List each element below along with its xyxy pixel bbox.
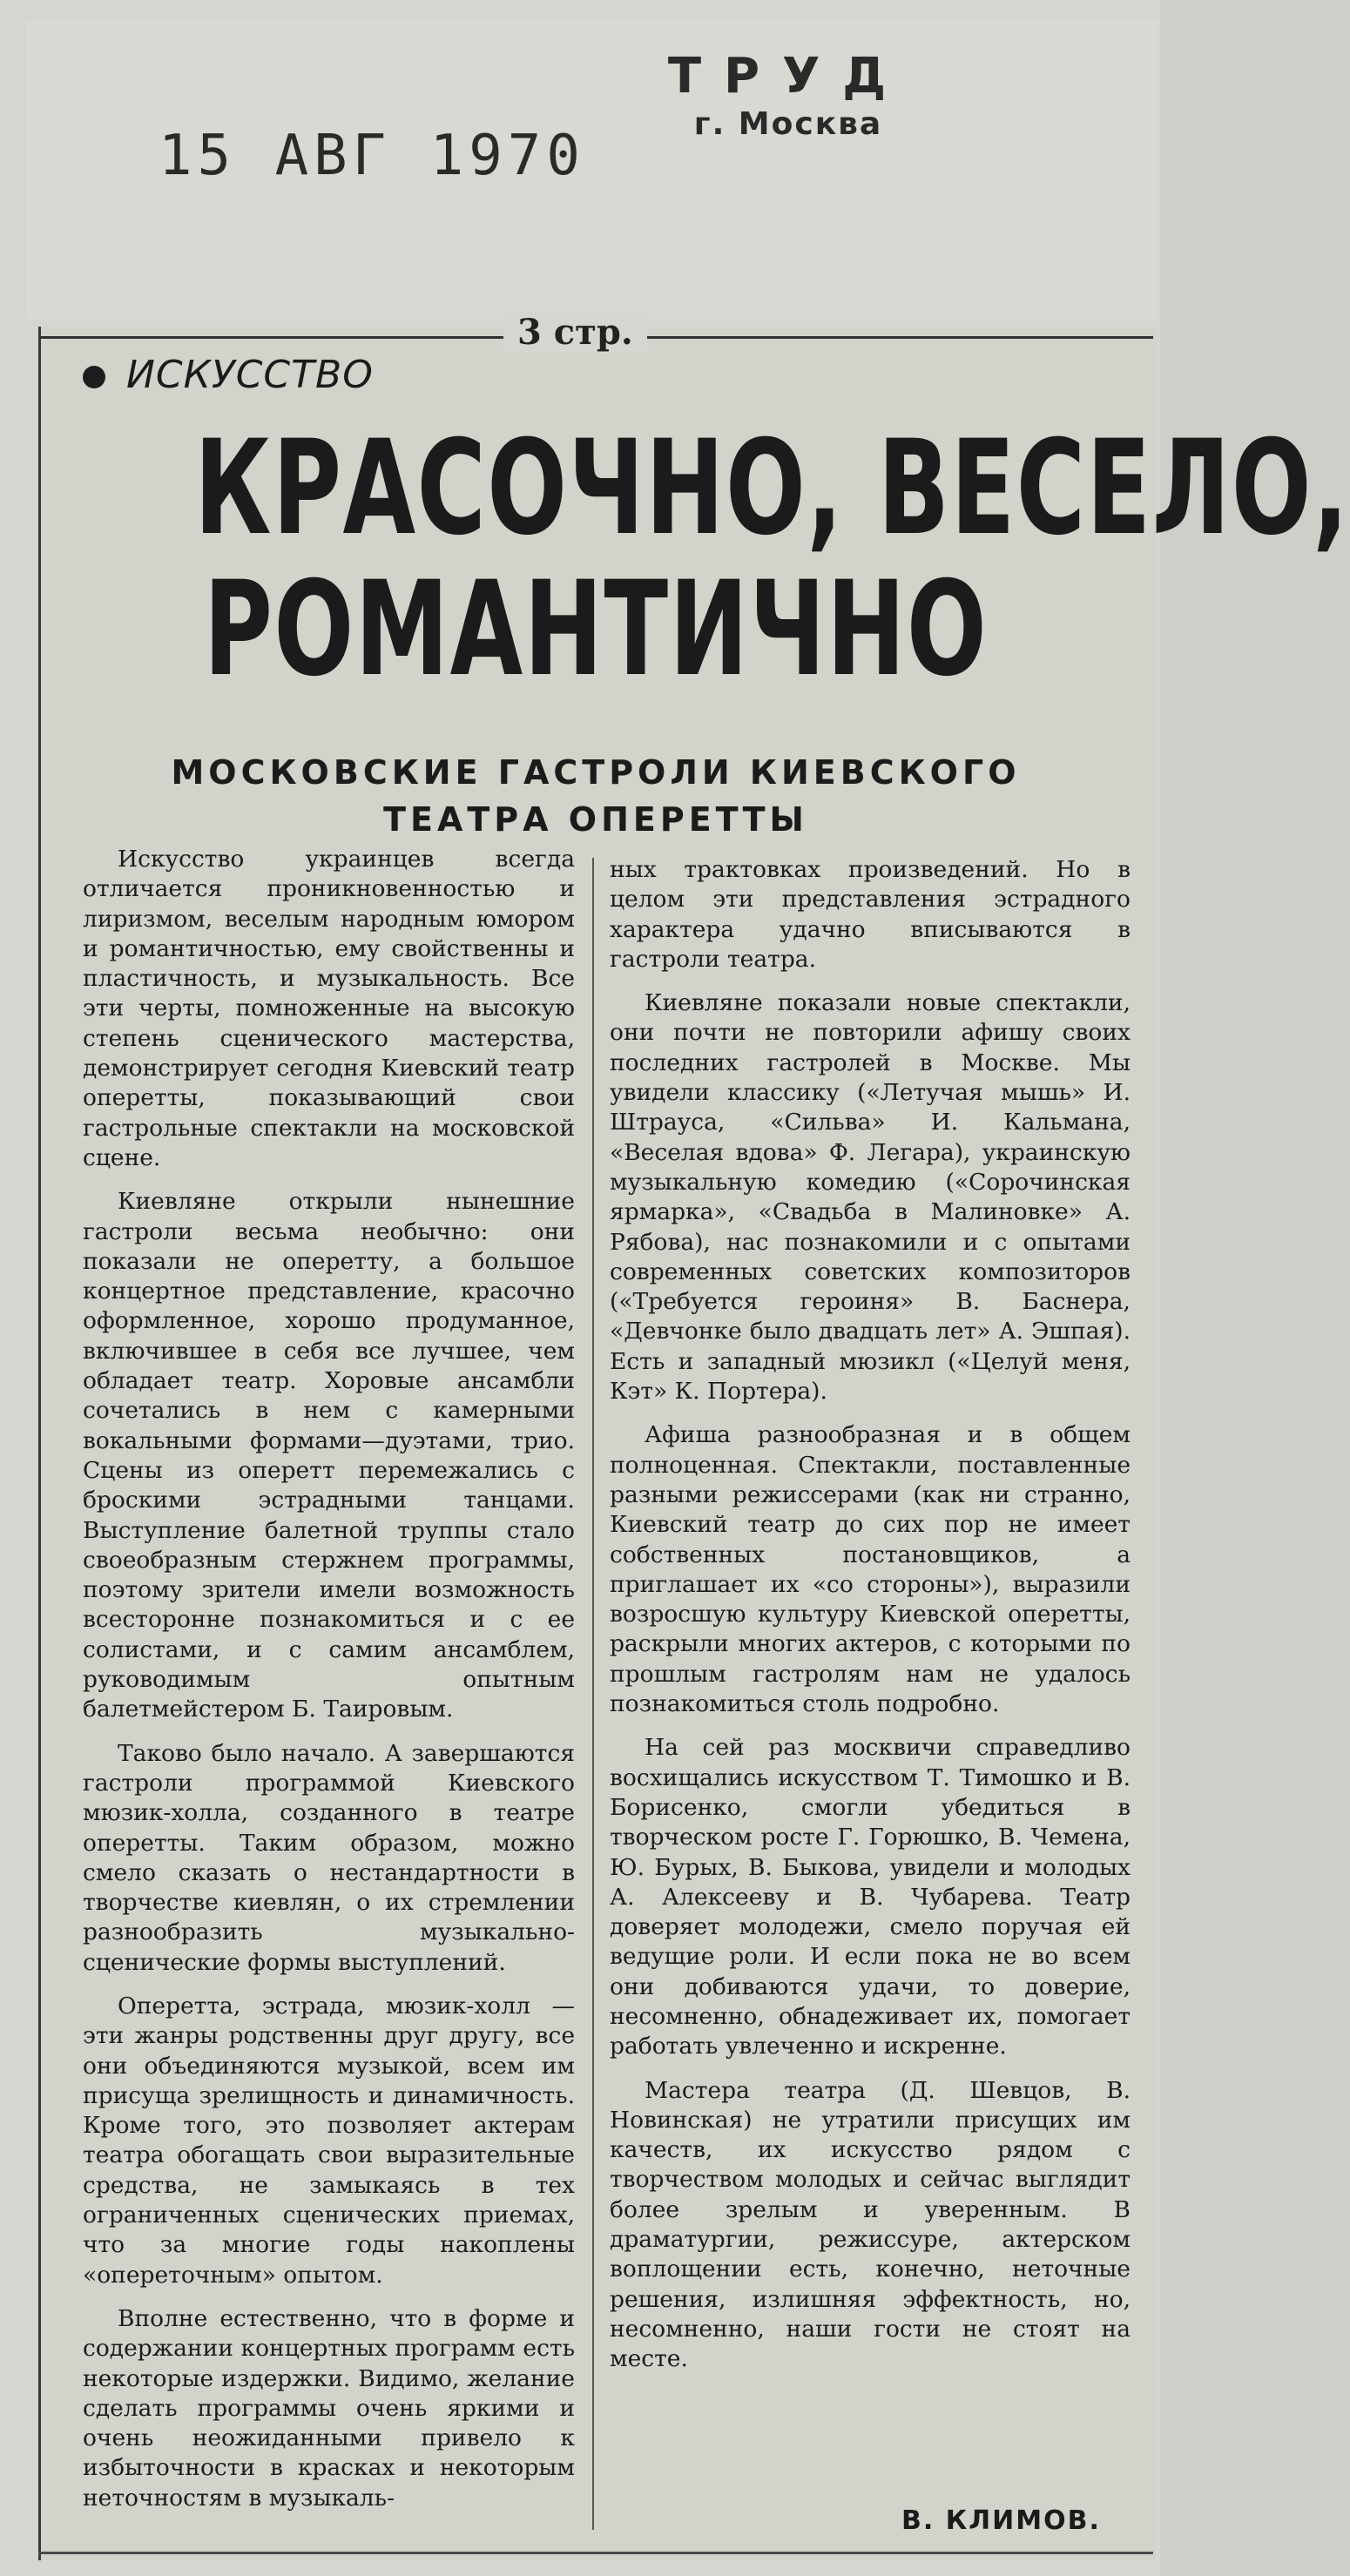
bullet-icon (83, 366, 105, 388)
paragraph: Искусство украинцев всегда отличается проникновенностью и лиризмом, веселым народным юмором и романтичностью, ему свойственны и пластичность, и музыкальность. Все эти черты, помноженные на высокую степень сценического мастерства, демонстрирует сегодня Киевский театр оперетты, показывающий свои гастрольные спектакли на московской сцене. (83, 846, 575, 1171)
rubric (83, 353, 374, 397)
paragraph: Киевляне открыли нынешние гастроли весьма необычно: они показали не оперетту, а большое концертное представление, красочно оформленное, хорошо продуманное, включившее в себя все лучшее, чем обладает театр. Хоровые ансамбли сочетались в нем с камерными вокальными формами—дуэтами, трио. Сцены из оперетт перемежались с броскими эстрадными танцами. Выступление балетной труппы стало своеобразным стержнем программы, поэтому зрители имели возможность всесторонне познакомиться и с ее солистами, и с самим ансамблем, руководимым опытным балетмейстером Б. Таировым. (83, 1188, 575, 1723)
paragraph: Мастера театра (Д. Шевцов, В. Новинская) не утратили присущих им качеств, их искусство рядом с творчеством молодых и сейчас выглядит более зрелым и уверенным. В драматургии, режиссуре, актерском воплощении есть, конечно, неточные решения, излишняя эффектность, но, несомненно, наши гости не стоят на месте. (610, 2076, 1131, 2373)
rubric-label: ИСКУССТВО (126, 353, 374, 397)
newspaper-city: г. Москва (693, 106, 883, 142)
headline-line-1: КРАСОЧНО, ВЕСЕЛО, (194, 413, 1350, 564)
bottom-rule (38, 2552, 1153, 2554)
paragraph: На сей раз москвичи справедливо восхищались искусством Т. Тимошко и В. Борисенко, смогли убедиться в творческом росте Г. Горюшко, В. Чемена, Ю. Бурых, В. Быкова, увидели и молодых А. Алексееву и В. Чубарева. Театр доверяет молодежи, смело поручая ей ведущие роли. И если пока не во всем они добиваются удачи, то доверие, несомненно, обнадеживает их, помогает работать увлеченно и искренне. (610, 1734, 1131, 2060)
author-signature: В. КЛИМОВ. (901, 2505, 1101, 2536)
paragraph-continuation: ных трактовках произведений. Но в целом эти представления эстрадного характера удачно вписываются в гастроли театра. (610, 856, 1131, 973)
paragraph: Вполне естественно, что в форме и содержании концертных программ есть некоторые издержки. Видимо, желание сделать программы очень яркими и очень неожиданными привело к избыточности в красках и некоторым неточностям в музыкаль- (83, 2304, 575, 2512)
newspaper-name: ТРУД (667, 48, 909, 105)
column-divider (592, 858, 594, 2530)
paragraph: Афиша разнообразная и в общем полноценная. Спектакли, поставленные разными режиссерами (как ни странно, Киевский театр до сих пор не имеет собственных постановщиков, а приглашает их «со стороны»), выразили возросшую культуру Киевской оперетты, раскрыли многих актеров, с которыми по прошлым гастролям нам не удалось познакомиться столь подробно. (610, 1421, 1131, 1718)
headline-line-2: РОМАНТИЧНО (203, 554, 989, 705)
article-column-right (610, 855, 1131, 2389)
article-column-left (83, 845, 575, 2527)
page-number: 3 стр. (503, 312, 647, 353)
newspaper-stamp (640, 48, 936, 142)
headline (194, 413, 1350, 705)
paragraph: Таково было начало. А завершаются гастроли программой Киевского мюзик-холла, созданного в театре оперетты. Таким образом, можно смело сказать о нестандартности в творчестве киевлян, о их стремлении разнообразить музыкально-сценические формы выступлений. (83, 1739, 575, 1976)
archive-card-header (26, 19, 1158, 320)
subheadline-line-1: МОСКОВСКИЕ ГАСТРОЛИ КИЕВСКОГО (171, 753, 1021, 792)
paragraph: Оперетта, эстрада, мюзик-холл — эти жанры родственны друг другу, все они объединяются музыкой, всем им присуща зрелищность и динамичность. Кроме того, это позволяет актерам театра обогащать свои выразительные средства, не замыкаясь в тех ограниченных сценических приемах, что за многие годы накоплены «опереточным» опытом. (83, 1992, 575, 2289)
paragraph: Киевляне показали новые спектакли, они почти не повторили афишу своих последних гастролей в Москве. Мы увидели классику («Летучая мышь» И. Штрауса, «Сильва» И. Кальмана, «Веселая вдова» Ф. Легара), украинскую музыкальную комедию («Сорочинская ярмарка», «Свадьба в Малиновке» А. Рябова), нас познакомили и с опытами современных советских композиторов («Требуется героиня» В. Баснера, «Девчонке было двадцать лет» А. Эшпая). Есть и западный мюзикл («Целуй меня, Кэт» К. Портера). (610, 989, 1131, 1406)
subheadline-line-2: ТЕАТРА ОПЕРЕТТЫ (383, 800, 808, 839)
date-stamp: 15 АВГ 1970 (159, 124, 585, 188)
subheadline (38, 749, 1153, 843)
